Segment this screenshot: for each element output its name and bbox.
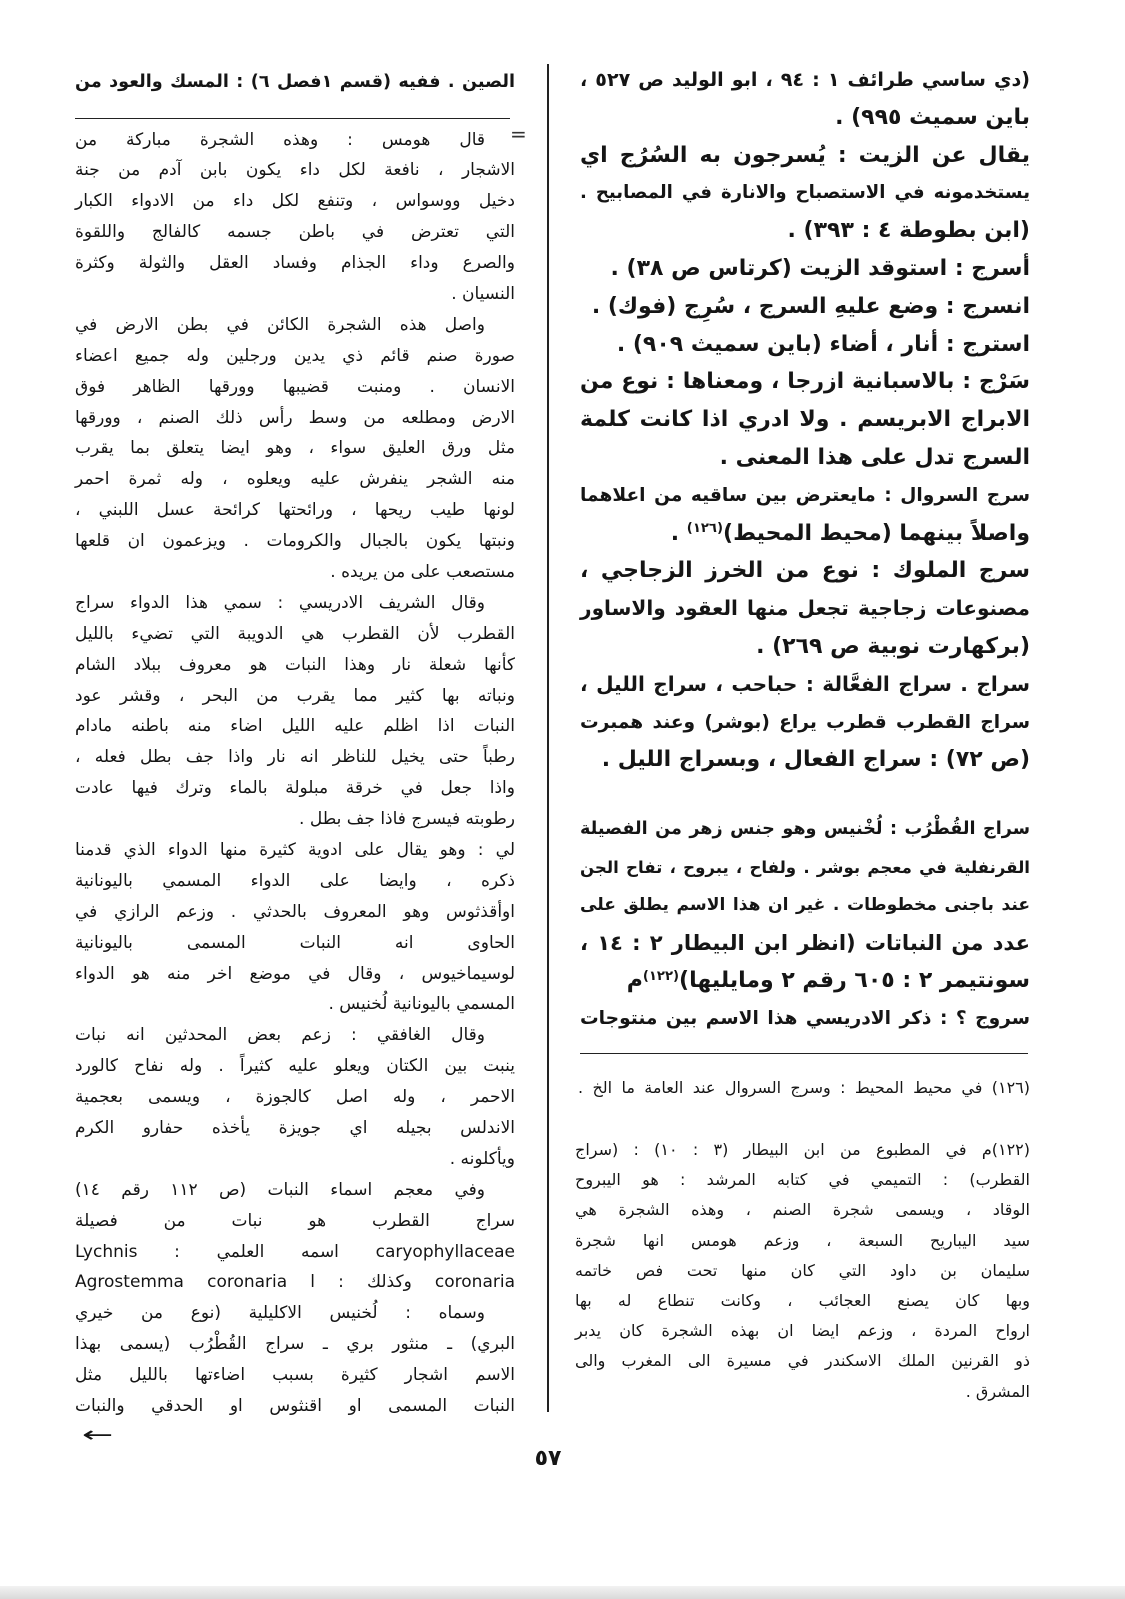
text-line: مستصعب على من يريده .	[330, 561, 515, 582]
page-number: ٥٧	[534, 1446, 562, 1471]
footnote-line: (١٢٦) في محيط المحيط : وسرج السروال عند العامة ما الخ .	[578, 1078, 1030, 1097]
text-line: يقال عن الزيت : يُسرجون به السُرُج اي	[580, 142, 1030, 168]
right-column-entries	[580, 61, 1030, 779]
text-line: كأنها شعلة نار وهذا النبات هو معروف ببلاد الشام	[75, 654, 515, 675]
text-line	[580, 515, 1030, 553]
text-line: وسماه : لُخنيس الاكليلية (نوع من خيري	[75, 1303, 485, 1324]
text-line: سروج ؟ : ذكر الادريسي هذا الاسم بين منتوجات	[580, 1007, 1030, 1029]
footnote-126	[578, 1073, 1030, 1103]
footnote-line: الوقاد ، ويسمى شجرة الصنم ، وهذه الشجرة هي	[575, 1200, 1030, 1220]
text-line: التي تعترض في باطن جسمه كالفالج واللقوة	[75, 222, 515, 243]
text-line: ونبتها يكون بالجبال والكرومات . ويزعمون ان قلعها	[75, 531, 515, 552]
text-line: ذكره ، وايضا على الدواء المسمي باليونانية	[75, 870, 515, 891]
line-text: م	[626, 968, 643, 994]
text-line: (دي ساسي طرائف ١ : ٩٤ ، ابو الوليد ص ٥٢٧ ،	[580, 68, 1030, 91]
text-line: استرج : أنار ، أضاء (باين سميث ٩٠٩) .	[616, 331, 1030, 357]
text-line: النبات المسمى او اقنثوس او الحدقي والنبات	[75, 1396, 515, 1417]
continued-header	[75, 64, 515, 100]
text-line: الارض ومطلعه من وسط رأس ذلك الصنم ، وورقها	[75, 407, 515, 428]
text-line: رطباً حتى يخيل للناظر انه نار واذا جف بطل فعله ،	[75, 747, 515, 768]
footnote-122	[575, 1135, 1030, 1407]
line-text: سونتيمر ٢ : ٦٠٥ رقم ٢ ومايليها)	[679, 968, 1030, 994]
scan-edge	[0, 1586, 1125, 1599]
text-line: النسيان .	[451, 283, 515, 304]
text-line: ويأكلونه .	[449, 1148, 515, 1169]
text-line: سرج الملوك : نوع من الخرز الزجاجي ،	[580, 558, 1030, 584]
text-line: واذا جعل في خرقة مبلولة بالماء وترك فيها عادت	[75, 778, 515, 799]
footnote-line: سليمان بن داود التي كان منها تحت فص خاتمه	[575, 1260, 1030, 1280]
text-line: عدد من النباتات (انظر ابن البيطار ٢ : ١٤ ،	[580, 930, 1030, 956]
text-line: صورة صنم قائم ذي يدين ورجلين وله جميع اعضاء	[75, 345, 515, 366]
text-line: ينبت بين الكتان ويعلو عليه كثيراً . وله نفاح كالورد	[75, 1056, 515, 1077]
text-line: الاحمر ، وله اصل كالجوزة ، ويسمى بعجمية	[75, 1087, 515, 1108]
footnote-line: ارواح المردة ، وزعم ايضا ان بهذه الشجرة كان يدبر	[575, 1321, 1030, 1341]
text-line: الحاوى انه النبات المسمى باليونانية	[75, 932, 515, 953]
text-line: وقال الغافقي : زعم بعض المحدثين انه نبات	[75, 1025, 485, 1046]
margin-mark: =	[510, 122, 527, 146]
line-text: .	[670, 520, 687, 546]
text-line: ونباته بها كثير مما يقرب من البحر ، وقشر عود	[75, 685, 515, 706]
footnote-line: القطرب) : التميمي في كتابه المرشد : هو اليبروح	[575, 1170, 1030, 1190]
footnote-line: المشرق .	[965, 1381, 1030, 1401]
text-line: قال هومس : وهذه الشجرة مباركة من	[75, 129, 485, 150]
text-line: السرج تدل على هذا المعنى .	[719, 444, 1030, 470]
footnote-rule	[580, 1053, 1028, 1054]
text-line: مصنوعات زجاجية تجعل منها العقود والاساور	[580, 596, 1030, 621]
right-column-entry-siraj-qutrub	[580, 811, 1030, 1038]
line-text: واصلاً بينهما (محيط المحيط)	[723, 520, 1030, 546]
text-line: المسمي باليونانية لُخنيس .	[328, 994, 515, 1015]
text-line: دخيل ووسواس ، وتنفع لكل داء من الادواء الكبار	[75, 191, 515, 212]
text-line: سَرْج : بالاسبانية ازرجا ، ومعناها : نوع من	[580, 369, 1030, 395]
text-line: سراج القُطْرُب : لُخْنيس وهو جنس زهر من الفصيلة	[580, 819, 1030, 839]
text-line: لونها طيب ريحها ، ورائحتها كرائحة عسل اللبني ،	[75, 500, 515, 521]
text-line: coronaria وكذلك : Agrostemma coronaria l	[75, 1272, 516, 1293]
text-line: سرج السروال : مايعترض بين ساقيه من اعلاهما	[580, 484, 1030, 506]
text-line: وقال الشريف الادريسي : سمي هذا الدواء سراج	[75, 592, 485, 613]
text-line: الاسم اشجار كثيرة بسبب اضاءتها بالليل مثل	[75, 1365, 515, 1386]
continue-arrow-icon: ←	[82, 1423, 114, 1448]
footnote-ref: (١٢٦)	[686, 521, 724, 537]
footnote-line: (١٢٢)م في المطبوع من ابن البيطار (٣ : ١٠) : (سراج	[575, 1140, 1030, 1159]
text-line: (بركهارت نوبية ص ٢٦٩) .	[756, 633, 1030, 659]
text-line: (ص ٧٢) : سراج الفعال ، وبسراج الليل .	[601, 747, 1030, 773]
footnote-line: سيد اليباريح السبعة ، وزعم هومس انها شجرة	[575, 1230, 1030, 1250]
text-line: وفي معجم اسماء النبات (ص ١١٢ رقم ١٤)	[75, 1179, 485, 1200]
text-line: رطوبته فيسرج فاذا جف بطل .	[299, 809, 515, 830]
text-line: سراج القطرب هو نبات من فصيلة	[75, 1210, 515, 1231]
text-line: منه الشجر ينفرش عليه ويعلوه ، وله ثمرة احمر	[75, 469, 515, 490]
text-line: لي : وهو يقال على ادوية كثيرة منها الدواء الذي قدمنا	[75, 839, 515, 860]
text-line: الانسان . ومنبت قضيبها وورقها الظاهر فوق	[75, 376, 515, 397]
text-line: الابراج الابريسم . ولا ادري اذا كانت كلمة	[580, 407, 1030, 433]
text-line: انسرج : وضع عليهِ السرج ، سُرِج (فوك) .	[591, 293, 1030, 319]
text-line: والصرع وداء الجذام وفساد العقل والثولة وكثرة	[75, 253, 515, 274]
text-line: القرنفلية في معجم بوشر . ولفاح ، يبروح ، تفاح الجن	[580, 857, 1030, 877]
footnote-line: ذو القرنين الملك الاسكندر في مسيرة الى المغرب والى	[575, 1351, 1030, 1371]
text-line: سراج القطرب قطرب يراع (بوشر) وعند همبرت	[580, 711, 1030, 733]
text-line: يستخدمونه في الاستصباح والانارة في المصابيح .	[580, 182, 1030, 204]
header-rule	[75, 118, 510, 119]
text-line: البري) ـ منثور بري ـ سراج القُطْرُب (يسمى بهذا	[75, 1334, 515, 1355]
text-line: القطرب لأن القطرب هي الدويبة التي تضيء بالليل	[75, 623, 515, 644]
text-line: باين سميث ٩٩٥) .	[835, 104, 1030, 130]
text-line: الاشجار ، نافعة لكل داء يكون بابن آدم من جنة	[75, 160, 515, 181]
text-line: النبات اذا اظلم عليه الليل اضاء منه باطنه مادام	[75, 716, 515, 737]
text-line: سراج . سراج الفعَّالة : حباحب ، سراج الليل ،	[580, 671, 1030, 696]
text-line: عند باجنى مخطوطات . غير ان هذا الاسم يطلق على	[580, 894, 1030, 915]
footnote-ref: (١٢٢)	[642, 968, 680, 984]
text-line: (ابن بطوطة ٤ : ٣٩٣) .	[787, 218, 1030, 244]
text-line: اوأقذثوس وهو المعروف بالحدثي . وزعم الرازي في	[75, 901, 515, 922]
text-line: الصين . ففيه (قسم ١فصل ٦) : المسك والعود من	[75, 72, 516, 92]
column-divider	[547, 64, 549, 1412]
text-line: مثل ورق العليق سواء ، وهو ايضا يتعلق بما يقرب	[75, 438, 515, 459]
footnote-line: وبها كان يصنع العجائب ، وكانت تنطاع له بها	[575, 1290, 1030, 1310]
text-line: أسرج : استوقد الزيت (كرتاس ص ٣٨) .	[610, 255, 1030, 281]
text-line: caryophyllaceae اسمه العلمي : Lychnis	[75, 1241, 515, 1262]
text-line	[580, 962, 1030, 1000]
left-column-quotation	[75, 125, 515, 1422]
text-line: لوسيماخيوس ، وقال في موضع اخر منه هو الدواء	[75, 963, 515, 984]
text-line: واصل هذه الشجرة الكائن في بطن الارض في	[75, 314, 485, 335]
text-line: الاندلس بجيله اي جويزة يأخذه حفارو الكرم	[75, 1118, 515, 1138]
